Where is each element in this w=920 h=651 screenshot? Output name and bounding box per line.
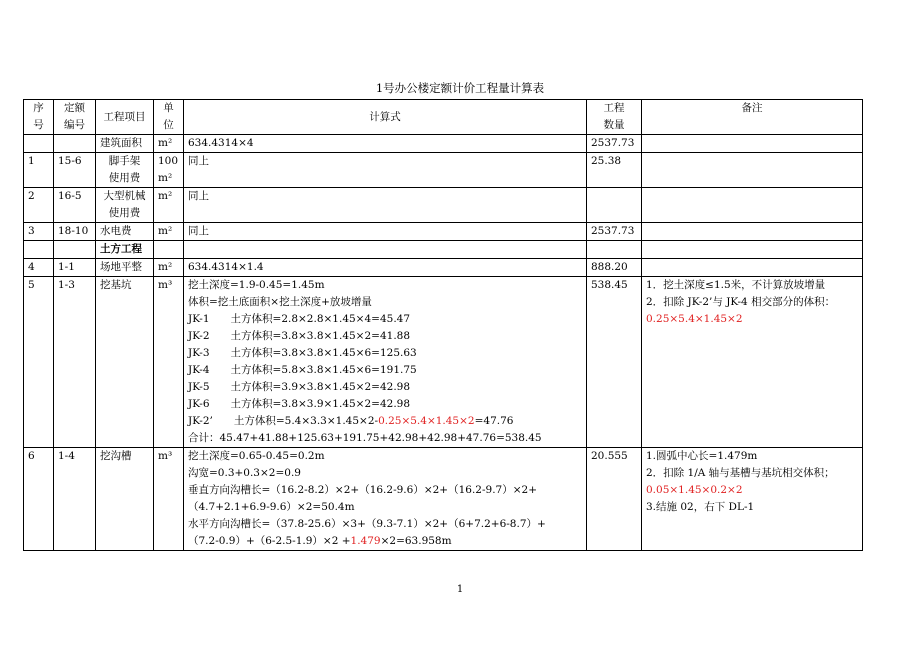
note-line: 2．扣除 JK-2’与 JK-4 相交部分的体积： xyxy=(646,296,836,308)
cell-note xyxy=(642,188,863,223)
cell-seq: 5 xyxy=(24,277,54,448)
formula-line: 沟宽=0.3+0.3×2=0.9 xyxy=(188,467,301,479)
highlight-deduction: 0.25×5.4×1.45×2 xyxy=(378,415,475,427)
formula-line: JK-4 土方体积=5.8×3.8×1.45×6=191.75 xyxy=(188,364,417,376)
cell-formula: 同上 xyxy=(184,153,587,188)
table-row xyxy=(24,153,863,188)
formula-line: 水平方向沟槽长=（37.8-25.6）×3+（9.3-7.1）×2+（6+7.2+6-8.7）+ xyxy=(188,518,546,530)
header-unit: 单 位 xyxy=(154,100,184,135)
cell-formula xyxy=(184,448,587,551)
formula-line: JK-1 土方体积=2.8×2.8×1.45×4=45.47 xyxy=(188,313,411,325)
header-qty: 工程 数量 xyxy=(587,100,642,135)
table-row xyxy=(24,448,863,551)
formula-line: JK-3 土方体积=3.8×3.8×1.45×6=125.63 xyxy=(188,347,417,359)
cell-unit: m³ xyxy=(154,448,184,551)
cell-note xyxy=(642,153,863,188)
cell-qty: 2537.73 xyxy=(587,135,642,153)
quantity-table xyxy=(23,99,863,551)
cell-formula: 同上 xyxy=(184,223,587,241)
cell-code: 15-6 xyxy=(54,153,96,188)
cell-code: 1-4 xyxy=(54,448,96,551)
cell-note xyxy=(642,259,863,277)
cell-item: 挖基坑 xyxy=(96,277,154,448)
cell-code: 1-3 xyxy=(54,277,96,448)
cell-qty: 25.38 xyxy=(587,153,642,188)
cell-note xyxy=(642,277,863,448)
cell-unit: m² xyxy=(154,188,184,223)
cell-unit: m² xyxy=(154,259,184,277)
formula-line: 垂直方向沟槽长=（16.2-8.2）×2+（16.2-9.6）×2+（16.2-9.7）×2+ xyxy=(188,484,538,496)
cell-item: 脚手架 使用费 xyxy=(96,153,154,188)
cell-code: 16-5 xyxy=(54,188,96,223)
cell-qty xyxy=(587,188,642,223)
formula-line: JK-6 土方体积=3.8×3.9×1.45×2=42.98 xyxy=(188,398,411,410)
header-seq: 序 号 xyxy=(24,100,54,135)
section-row xyxy=(24,241,863,259)
cell-seq: 3 xyxy=(24,223,54,241)
cell-qty: 538.45 xyxy=(587,277,642,448)
formula-line: 体积=挖土底面积×挖土深度+放坡增量 xyxy=(188,296,372,308)
cell-code: 18-10 xyxy=(54,223,96,241)
formula-line: JK-5 土方体积=3.9×3.8×1.45×2=42.98 xyxy=(188,381,411,393)
cell-qty: 2537.73 xyxy=(587,223,642,241)
formula-line: 挖土深度=0.65-0.45=0.2m xyxy=(188,450,325,462)
cell-item: 场地平整 xyxy=(96,259,154,277)
cell-qty: 888.20 xyxy=(587,259,642,277)
cell-item: 挖沟槽 xyxy=(96,448,154,551)
formula-line: JK-2’ 土方体积=5.4×3.3×1.45×2-0.25×5.4×1.45×2=47.76 xyxy=(188,415,514,427)
formula-line: （4.7+2.1+6.9-9.6）×2=50.4m xyxy=(188,501,355,513)
cell-formula: 634.4314×4 xyxy=(184,135,587,153)
cell-seq xyxy=(24,135,54,153)
header-code: 定额 编号 xyxy=(54,100,96,135)
highlight-arc-length: 1.479 xyxy=(350,535,381,547)
header-item: 工程项目 xyxy=(96,100,154,135)
cell-seq: 4 xyxy=(24,259,54,277)
formula-line: JK-2 土方体积=3.8×3.8×1.45×2=41.88 xyxy=(188,330,411,342)
cell-code: 1-1 xyxy=(54,259,96,277)
page-title: 1号办公楼定额计价工程量计算表 xyxy=(375,81,545,95)
table-row xyxy=(24,135,863,153)
note-line-highlight: 0.05×1.45×0.2×2 xyxy=(646,484,743,496)
table-row xyxy=(24,188,863,223)
cell-unit: m² xyxy=(154,135,184,153)
table-row xyxy=(24,277,863,448)
formula-line: （7.2-0.9）+（6-2.5-1.9）×2 +1.479×2=63.958m xyxy=(188,535,452,547)
cell-formula: 634.4314×1.4 xyxy=(184,259,587,277)
header-formula: 计算式 xyxy=(184,100,587,135)
table-row xyxy=(24,223,863,241)
note-line: 1．挖土深度≤1.5米，不计算放坡增量 xyxy=(646,279,826,291)
cell-seq: 2 xyxy=(24,188,54,223)
formula-line: 挖土深度=1.9-0.45=1.45m xyxy=(188,279,325,291)
table-row xyxy=(24,259,863,277)
cell-note xyxy=(642,223,863,241)
cell-seq: 1 xyxy=(24,153,54,188)
cell-item: 大型机械 使用费 xyxy=(96,188,154,223)
cell-formula xyxy=(184,277,587,448)
cell-qty: 20.555 xyxy=(587,448,642,551)
note-line-highlight: 0.25×5.4×1.45×2 xyxy=(646,313,743,325)
section-label: 土方工程 xyxy=(96,241,154,259)
cell-item: 水电费 xyxy=(96,223,154,241)
header-note: 备注 xyxy=(642,100,863,135)
cell-item: 建筑面积 xyxy=(96,135,154,153)
note-line: 1.圆弧中心长=1.479m xyxy=(646,450,758,462)
cell-note xyxy=(642,135,863,153)
formula-line: 合计：45.47+41.88+125.63+191.75+42.98+42.98+47.76=538.45 xyxy=(188,432,542,444)
note-line: 2．扣除 1/A 轴与基槽与基坑相交体积； xyxy=(646,467,835,479)
cell-note xyxy=(642,448,863,551)
header-row xyxy=(24,100,863,135)
page-number: 1 xyxy=(456,584,464,595)
cell-code xyxy=(54,135,96,153)
cell-unit: 100 m² xyxy=(154,153,184,188)
cell-formula: 同上 xyxy=(184,188,587,223)
cell-unit: m² xyxy=(154,223,184,241)
note-line: 3.结施 02，右下 DL-1 xyxy=(646,501,755,513)
cell-unit: m³ xyxy=(154,277,184,448)
cell-seq: 6 xyxy=(24,448,54,551)
